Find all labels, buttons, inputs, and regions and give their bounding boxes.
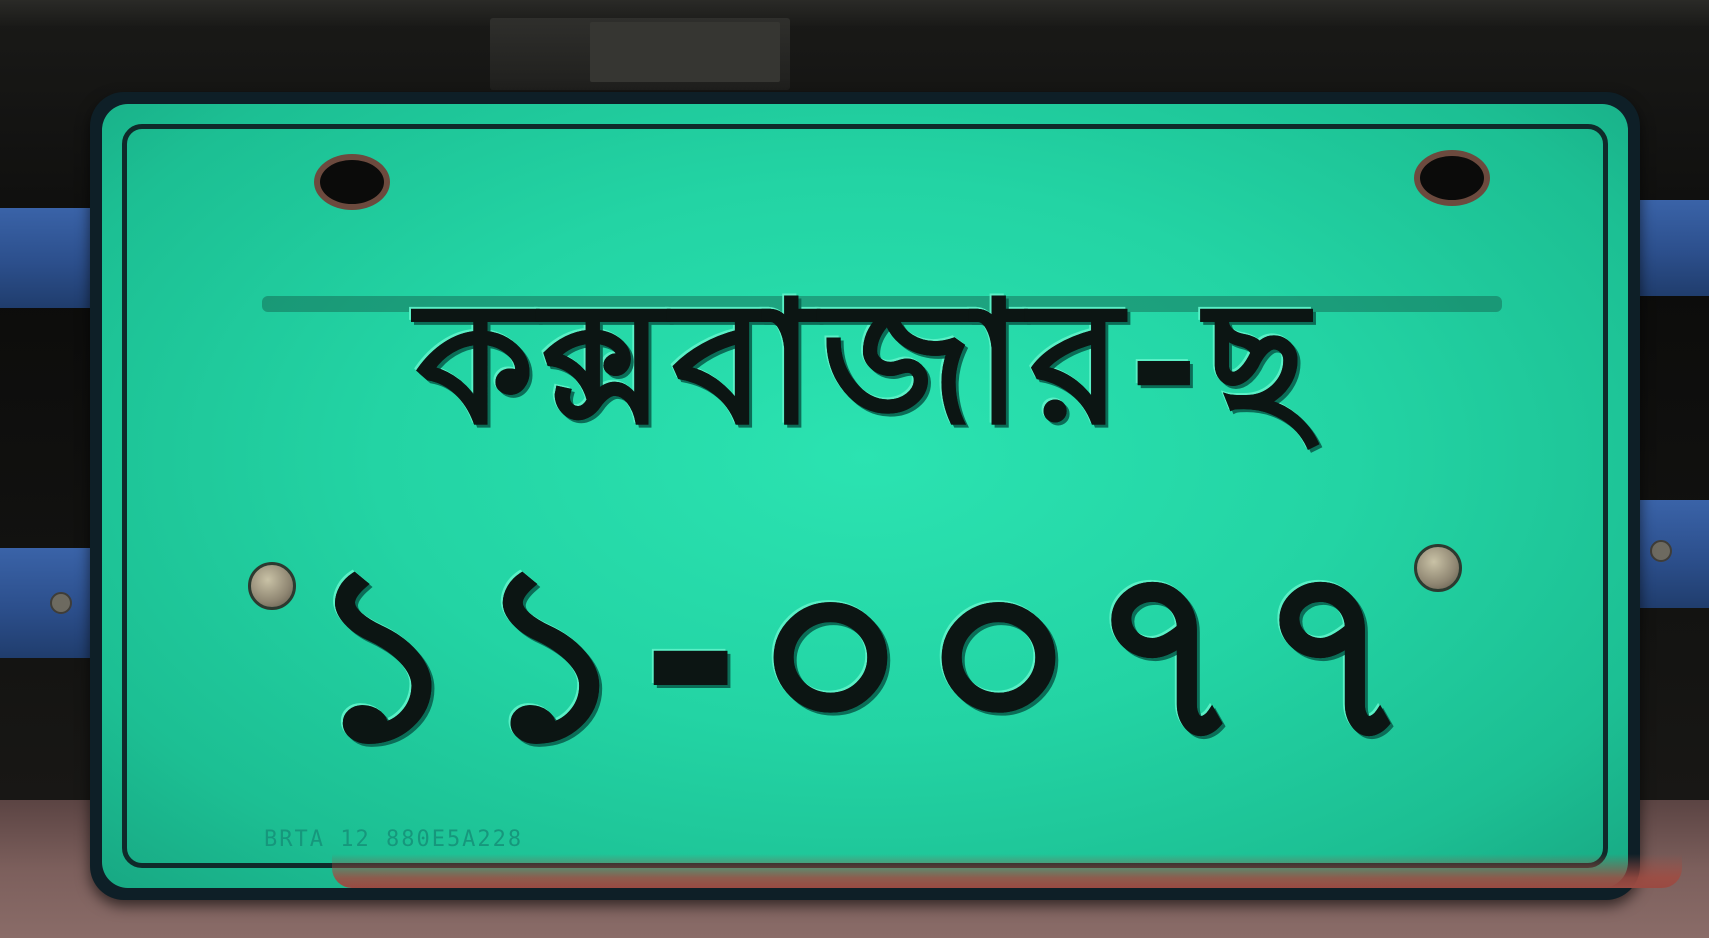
mount-hole-icon <box>314 154 390 210</box>
bumper-bolt-icon <box>50 592 72 614</box>
license-plate <box>90 92 1640 900</box>
plate-district-text: কক্সবাজার-ছ <box>415 265 1315 463</box>
plate-number-text: ১১-০০৭৭ <box>305 514 1425 794</box>
vehicle-top-panel <box>0 0 1709 26</box>
bumper-bar-upper-right <box>1630 200 1709 296</box>
plate-serial-stamp: BRTA 12 880E5A228 <box>264 827 524 852</box>
bumper-bar-lower-right <box>1630 500 1709 608</box>
mounting-bracket-plate <box>590 22 780 82</box>
mount-hole-icon <box>1414 150 1490 206</box>
plate-face <box>102 104 1628 888</box>
rust-edge <box>332 854 1682 888</box>
bumper-bolt-icon <box>1650 540 1672 562</box>
